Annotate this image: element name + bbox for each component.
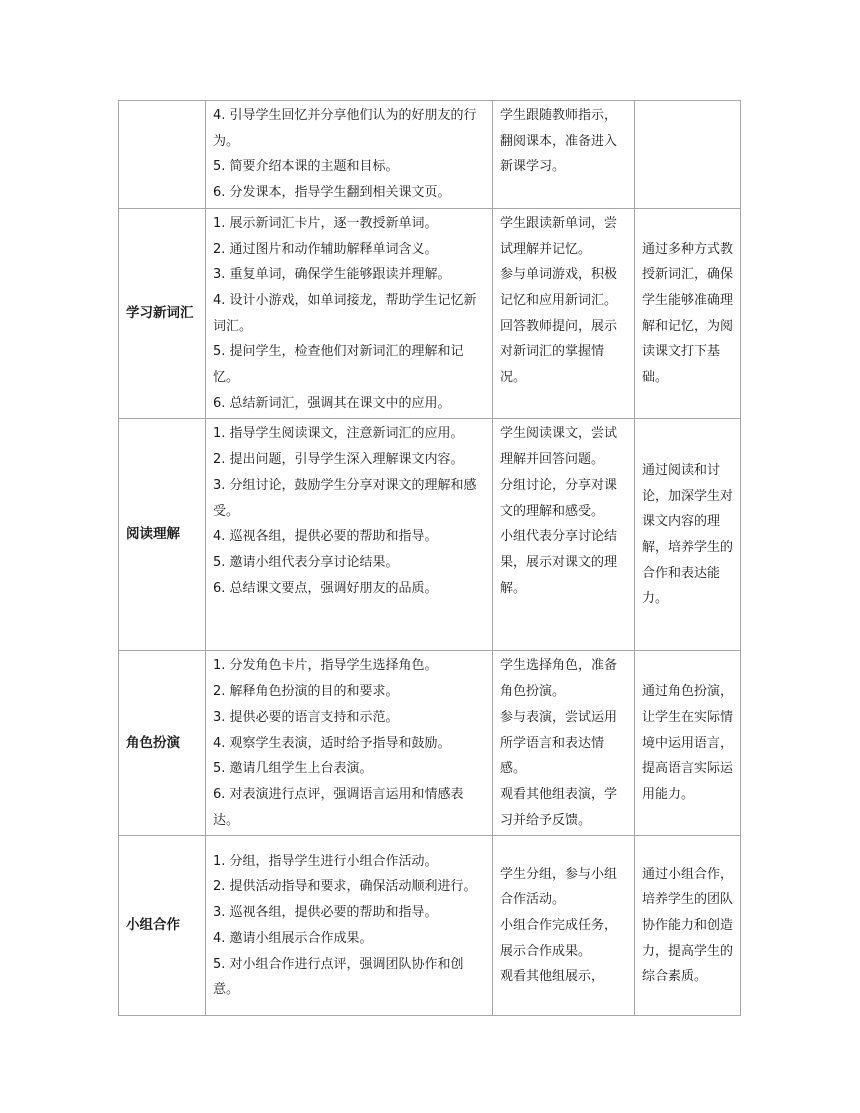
student-activity-item: 学生分组，参与小组合作活动。 (500, 866, 618, 908)
purpose-cell (635, 101, 741, 209)
table-row (119, 651, 741, 836)
teacher-activity-cell (206, 419, 493, 651)
teacher-activity-item: 5. 邀请小组代表分享讨论结果。 (213, 554, 399, 570)
purpose-cell: 通过小组合作，培养学生的团队协作能力和创造力，提高学生的综合素质。 (635, 836, 741, 1016)
teacher-activity-item: 3. 巡视各组，提供必要的帮助和指导。 (213, 905, 438, 921)
student-activity-cell (493, 208, 635, 419)
teacher-activity-item: 5. 对小组合作进行点评，强调团队协作和创意。 (213, 956, 464, 998)
teacher-activity-cell (206, 101, 493, 209)
student-activity-item: 分组讨论，分享对课文的理解和感受。 (500, 477, 618, 519)
student-activity-item: 回答教师提问，展示对新词汇的掌握情况。 (500, 318, 618, 386)
teacher-activity-item: 5. 简要介绍本课的主题和目标。 (213, 159, 399, 175)
teacher-activity-item: 3. 重复单词，确保学生能够跟读并理解。 (213, 267, 451, 283)
teacher-activity-item: 1. 分发角色卡片，指导学生选择角色。 (213, 658, 438, 674)
table-row (119, 419, 741, 651)
teacher-activity-item: 3. 提供必要的语言支持和示范。 (213, 709, 399, 725)
stage-cell: 阅读理解 (119, 419, 206, 651)
student-activity-item: 小组合作完成任务，展示合作成果。 (500, 918, 618, 959)
teacher-activity-item: 4. 引导学生回忆并分享他们认为的好朋友的行为。 (213, 108, 477, 149)
student-activity-item: 参与单词游戏，积极记忆和应用新词汇。 (500, 267, 618, 308)
student-activity-item: 学生跟随教师指示，翻阅课本，准备进入新课学习。 (500, 108, 618, 175)
stage-cell: 角色扮演 (119, 651, 206, 836)
purpose-cell: 通过角色扮演，让学生在实际情境中运用语言，提高语言实际运用能力。 (635, 651, 741, 836)
student-activity-item: 参与表演，尝试运用所学语言和表达情感。 (500, 709, 618, 777)
stage-cell: 小组合作 (119, 836, 206, 1016)
teacher-activity-item: 6. 对表演进行点评，强调语言运用和情感表达。 (213, 786, 464, 828)
teacher-activity-item: 1. 分组，指导学生进行小组合作活动。 (213, 853, 438, 869)
teacher-activity-item: 6. 总结新词汇，强调其在课文中的应用。 (213, 395, 451, 411)
teacher-activity-item: 4. 设计小游戏，如单词接龙，帮助学生记忆新词汇。 (213, 292, 477, 334)
teacher-activity-item: 1. 展示新词汇卡片，逐一教授新单词。 (213, 215, 438, 231)
student-activity-cell (493, 651, 635, 836)
teacher-activity-item: 4. 邀请小组展示合作成果。 (213, 930, 373, 946)
teacher-activity-item: 2. 解释角色扮演的目的和要求。 (213, 684, 399, 700)
student-activity-item: 学生阅读课文，尝试理解并回答问题。 (500, 426, 618, 468)
stage-cell (119, 101, 206, 209)
teacher-activity-item: 1. 指导学生阅读课文，注意新词汇的应用。 (213, 426, 464, 442)
teacher-activity-item: 2. 通过图片和动作辅助解释单词含义。 (213, 241, 438, 257)
teacher-activity-item: 4. 巡视各组，提供必要的帮助和指导。 (213, 529, 438, 545)
teacher-activity-item: 6. 总结课文要点，强调好朋友的品质。 (213, 580, 438, 596)
table-row (119, 101, 741, 209)
teacher-activity-cell (206, 651, 493, 836)
student-activity-item: 学生跟读新单词，尝试理解并记忆。 (500, 215, 618, 257)
stage-cell: 学习新词汇 (119, 208, 206, 419)
teacher-activity-item: 3. 分组讨论，鼓励学生分享对课文的理解和感受。 (213, 477, 477, 519)
student-activity-cell (493, 419, 635, 651)
student-activity-cell (493, 836, 635, 1016)
student-activity-item: 小组代表分享讨论结果，展示对课文的理解。 (500, 529, 618, 596)
student-activity-item: 观看其他组展示， (500, 969, 605, 985)
purpose-cell: 通过阅读和讨论，加深学生对课文内容的理解，培养学生的合作和表达能力。 (635, 419, 741, 651)
student-activity-cell (493, 101, 635, 209)
teacher-activity-item: 6. 分发课本，指导学生翻到相关课文页。 (213, 185, 451, 201)
table-row (119, 208, 741, 419)
teacher-activity-item: 5. 邀请几组学生上台表演。 (213, 761, 373, 777)
student-activity-item: 观看其他组表演，学习并给予反馈。 (500, 786, 618, 828)
student-activity-item: 学生选择角色，准备角色扮演。 (500, 658, 618, 700)
purpose-cell: 通过多种方式教授新词汇，确保学生能够准确理解和记忆，为阅读课文打下基础。 (635, 208, 741, 419)
teacher-activity-item: 5. 提问学生，检查他们对新词汇的理解和记忆。 (213, 344, 464, 386)
teacher-activity-cell (206, 208, 493, 419)
teacher-activity-cell (206, 836, 493, 1016)
lesson-plan-table (118, 100, 741, 1016)
teacher-activity-item: 2. 提出问题，引导学生深入理解课文内容。 (213, 452, 464, 468)
table-row (119, 836, 741, 1016)
teacher-activity-item: 2. 提供活动指导和要求，确保活动顺利进行。 (213, 879, 477, 895)
teacher-activity-item: 4. 观察学生表演，适时给予指导和鼓励。 (213, 735, 451, 751)
